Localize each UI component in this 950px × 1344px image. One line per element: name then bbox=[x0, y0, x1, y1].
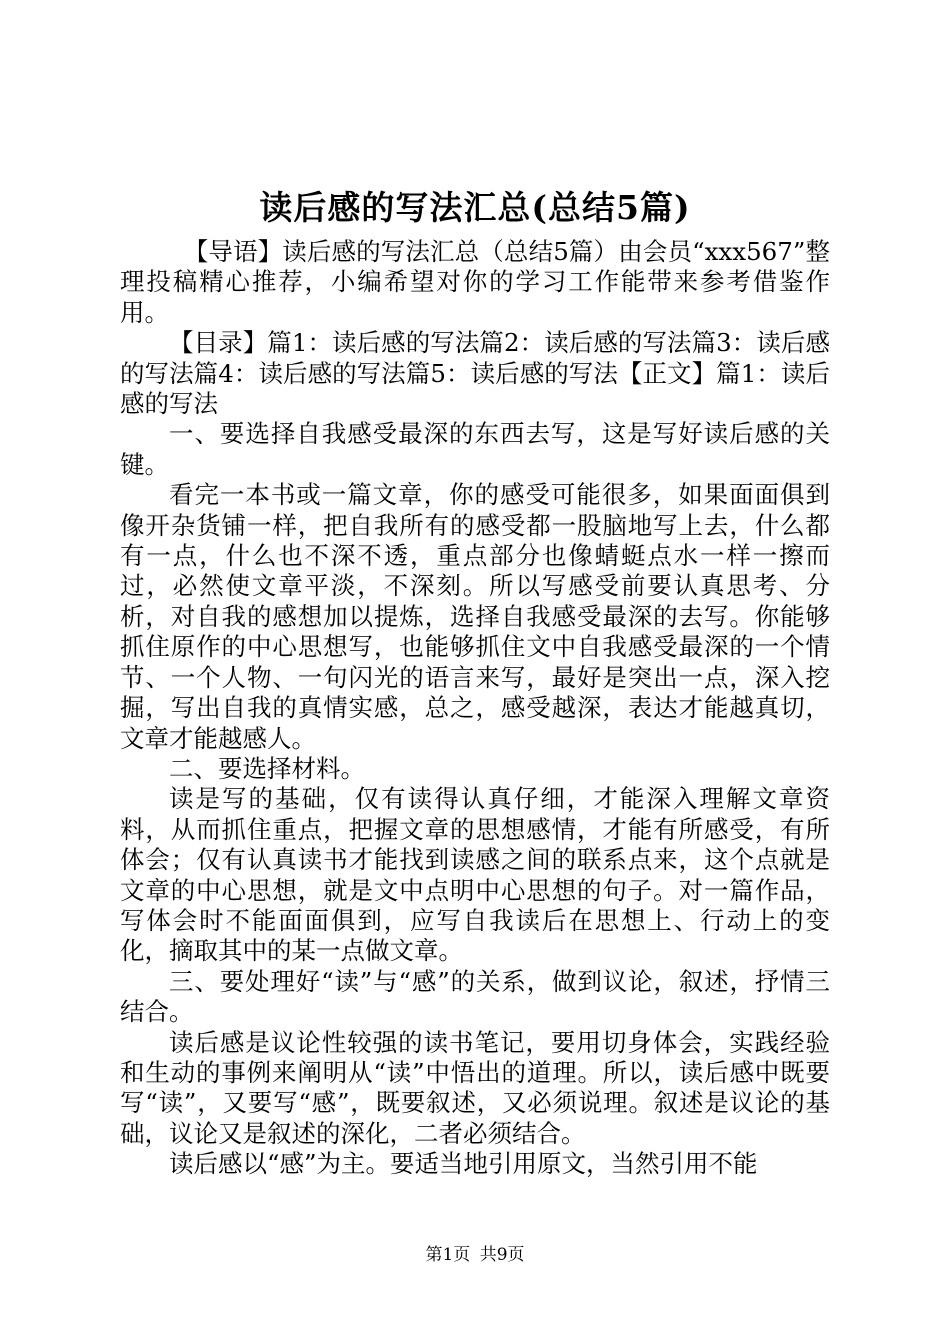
paragraph-table-of-contents: 【目录】篇1：读后感的写法篇2：读后感的写法篇3：读后感的写法篇4：读后感的写法篇5：读后感的写法【正文】篇1：读后感的写法 bbox=[120, 328, 830, 419]
paragraph-body-2: 读是写的基础，仅有读得认真仔细，才能深入理解文章资料，从而抓住重点，把握文章的思想感情，才能有所感受，有所体会；仅有认真读书才能找到读感之间的联系点来，这个点就是文章的中心思想，就是文中点明中心思想的句子。对一篇作品，写体会时不能面面俱到，应写自我读后在思想上、行动上的变化，摘取其中的某一点做文章。 bbox=[120, 784, 830, 966]
paragraph-heading-2: 二、要选择材料。 bbox=[169, 753, 365, 783]
document-title: 读后感的写法汇总(总结5篇) bbox=[259, 188, 691, 227]
paragraph-heading-3: 三、要处理好“读”与“感”的关系，做到议论，叙述，抒情三结合。 bbox=[120, 966, 830, 1027]
paragraph-body-4: 读后感以“感”为主。要适当地引用原文，当然引用不能 bbox=[169, 1149, 758, 1179]
paragraph-body-1: 看完一本书或一篇文章，你的感受可能很多，如果面面俱到像开杂货铺一样，把自我所有的感受都一股脑地写上去，什么都有一点，什么也不深不透，重点部分也像蜻蜓点水一样一擦而过，必然使文章平淡，不深刻。所以写感受前要认真思考、分析，对自我的感想加以提炼，选择自我感受最深的去写。你能够抓住原作的中心思想写，也能够抓住文中自我感受最深的一个情节、一个人物、一句闪光的语言来写，最好是突出一点，深入挖掘，写出自我的真情实感，总之，感受越深，表达才能越真切，文章才能越感人。 bbox=[120, 480, 830, 753]
page-footer bbox=[0, 1243, 950, 1267]
page-total: 共9页 bbox=[479, 1245, 525, 1265]
paragraph-body-3: 读后感是议论性较强的读书笔记，要用切身体会，实践经验和生动的事例来阐明从“读”中悟出的道理。所以，读后感中既要写“读”，又要写“感”，既要叙述，又必须说理。叙述是议论的基础，议论又是叙述的深化，二者必须结合。 bbox=[120, 1027, 830, 1148]
paragraph-heading-1: 一、要选择自我感受最深的东西去写，这是写好读后感的关键。 bbox=[120, 419, 830, 479]
page-number: 第1页 bbox=[425, 1245, 471, 1265]
document-body bbox=[120, 237, 830, 1180]
paragraph-intro: 【导语】读后感的写法汇总（总结5篇）由会员“xxx567”整理投稿精心推荐，小编希望对你的学习工作能带来参考借鉴作用。 bbox=[120, 237, 830, 327]
